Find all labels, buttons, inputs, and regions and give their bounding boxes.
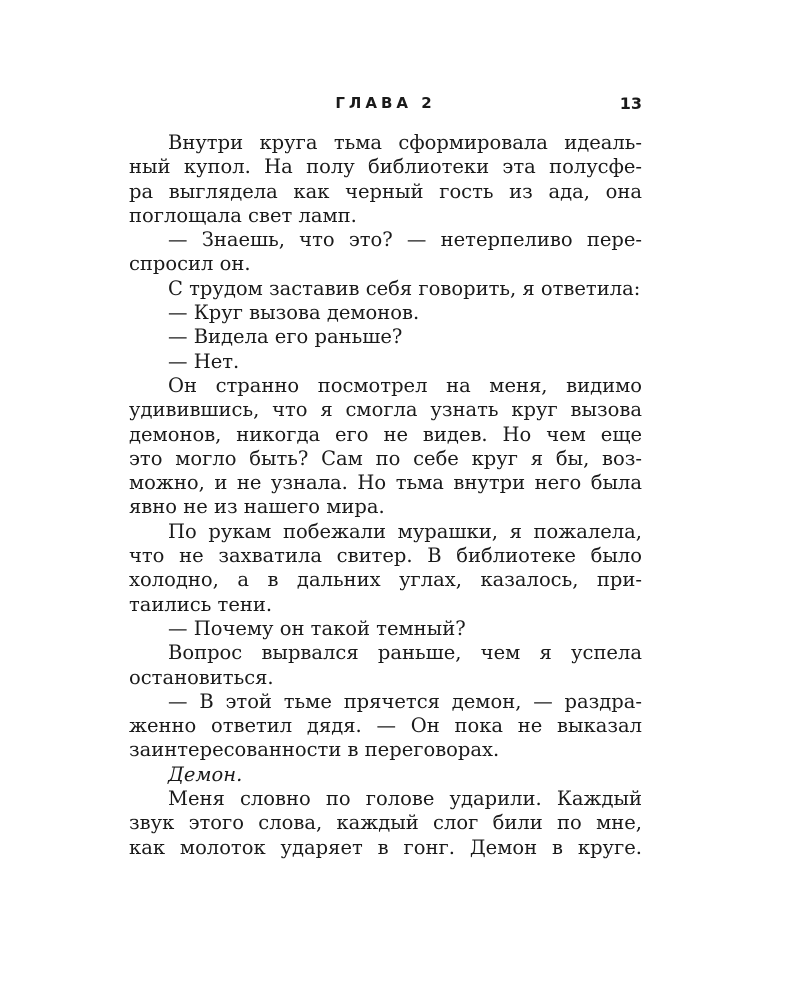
text-line: удивившись, что я смогла узнать круг вызова [129,398,642,422]
text-line: можно, и не узнала. Но тьма внутри него была [129,471,642,495]
text-line: демонов, никогда его не видев. Но чем еще [129,422,642,446]
text-line: таились тени. [129,592,273,616]
text-line: — Нет. [168,349,240,373]
text-line: звук этого слова, каждый слог били по мне, [129,811,642,835]
text-line: ра выглядела как черный гость из ада, она [129,179,642,203]
page-number: 13 [619,94,642,113]
text-line: ный купол. На полу библиотеки эта полусфе- [129,155,642,179]
text-line: — Знаешь, что это? — нетерпеливо пере- [168,228,642,252]
text-line: — Почему он такой темный? [168,616,466,640]
text-line: это могло быть? Сам по себе круг я бы, воз- [129,446,642,470]
body-text [129,131,642,860]
text-line: спросил он. [129,252,251,276]
text-line: Демон. [168,762,243,786]
chapter-title: ГЛАВА 2 [335,94,436,112]
text-line: женно ответил дядя. — Он пока не выказал [129,714,642,738]
text-line: — Круг вызова демонов. [168,301,420,325]
running-head [129,94,642,118]
text-line: Меня словно по голове ударили. Каждый [168,787,642,811]
text-line: — Видела его раньше? [168,325,403,349]
text-line: Он странно посмотрел на меня, видимо [168,373,642,397]
text-line: явно не из нашего мира. [129,495,385,519]
text-line: поглощала свет ламп. [129,203,357,227]
text-line: остановиться. [129,665,274,689]
text-line: — В этой тьме прячется демон, — раздра- [168,689,642,713]
text-line: холодно, а в дальних углах, казалось, при- [129,568,642,592]
text-line: заинтересованности в переговорах. [129,738,500,762]
text-line: что не захватила свитер. В библиотеке было [129,544,642,568]
text-line: Вопрос вырвался раньше, чем я успела [168,641,642,665]
text-line: По рукам побежали мурашки, я пожалела, [168,519,642,543]
text-line: как молоток ударяет в гонг. Демон в круге. [129,835,642,859]
text-line: С трудом заставив себя говорить, я ответила: [168,276,641,300]
text-line: Внутри круга тьма сформировала идеаль- [168,131,642,154]
